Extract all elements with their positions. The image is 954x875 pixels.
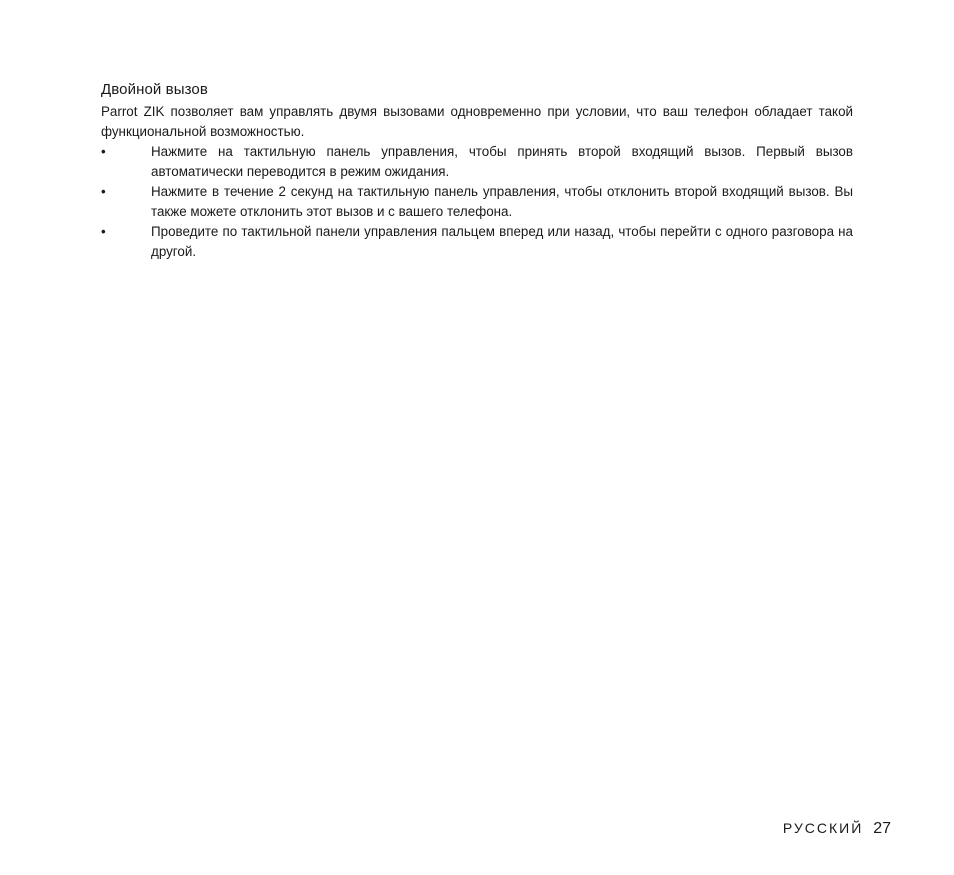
bullet-icon: •: [101, 144, 106, 159]
list-item: [101, 222, 853, 262]
page-number: 27: [873, 820, 891, 837]
document-content: [101, 80, 853, 262]
page-footer: [783, 818, 891, 839]
list-item-text: Нажмите на тактильную панель управления, чтобы принять второй входящий вызов. Первый вызов автоматически переводится в режим ожидания.: [151, 144, 853, 179]
bullet-icon: •: [101, 224, 106, 239]
list-item-text: Нажмите в течение 2 секунд на тактильную панель управления, чтобы отклонить второй входящий вызов. Вы также можете отклонить этот вызов и с вашего телефона.: [151, 184, 853, 219]
footer-language: РУССКИЙ: [782, 820, 864, 836]
section-title: Двойной вызов: [101, 81, 208, 98]
intro-paragraph: Parrot ZIK позволяет вам управлять двумя вызовами одновременно при условии, что ваш телефон обладает такой функциональной возможностью.: [101, 104, 853, 139]
list-item: [101, 182, 853, 222]
list-item: [101, 142, 853, 182]
list-item-text: Проведите по тактильной панели управления пальцем вперед или назад, чтобы перейти с одного разговора на другой.: [151, 224, 853, 259]
bullet-icon: •: [101, 184, 106, 199]
instruction-list: [101, 142, 853, 262]
